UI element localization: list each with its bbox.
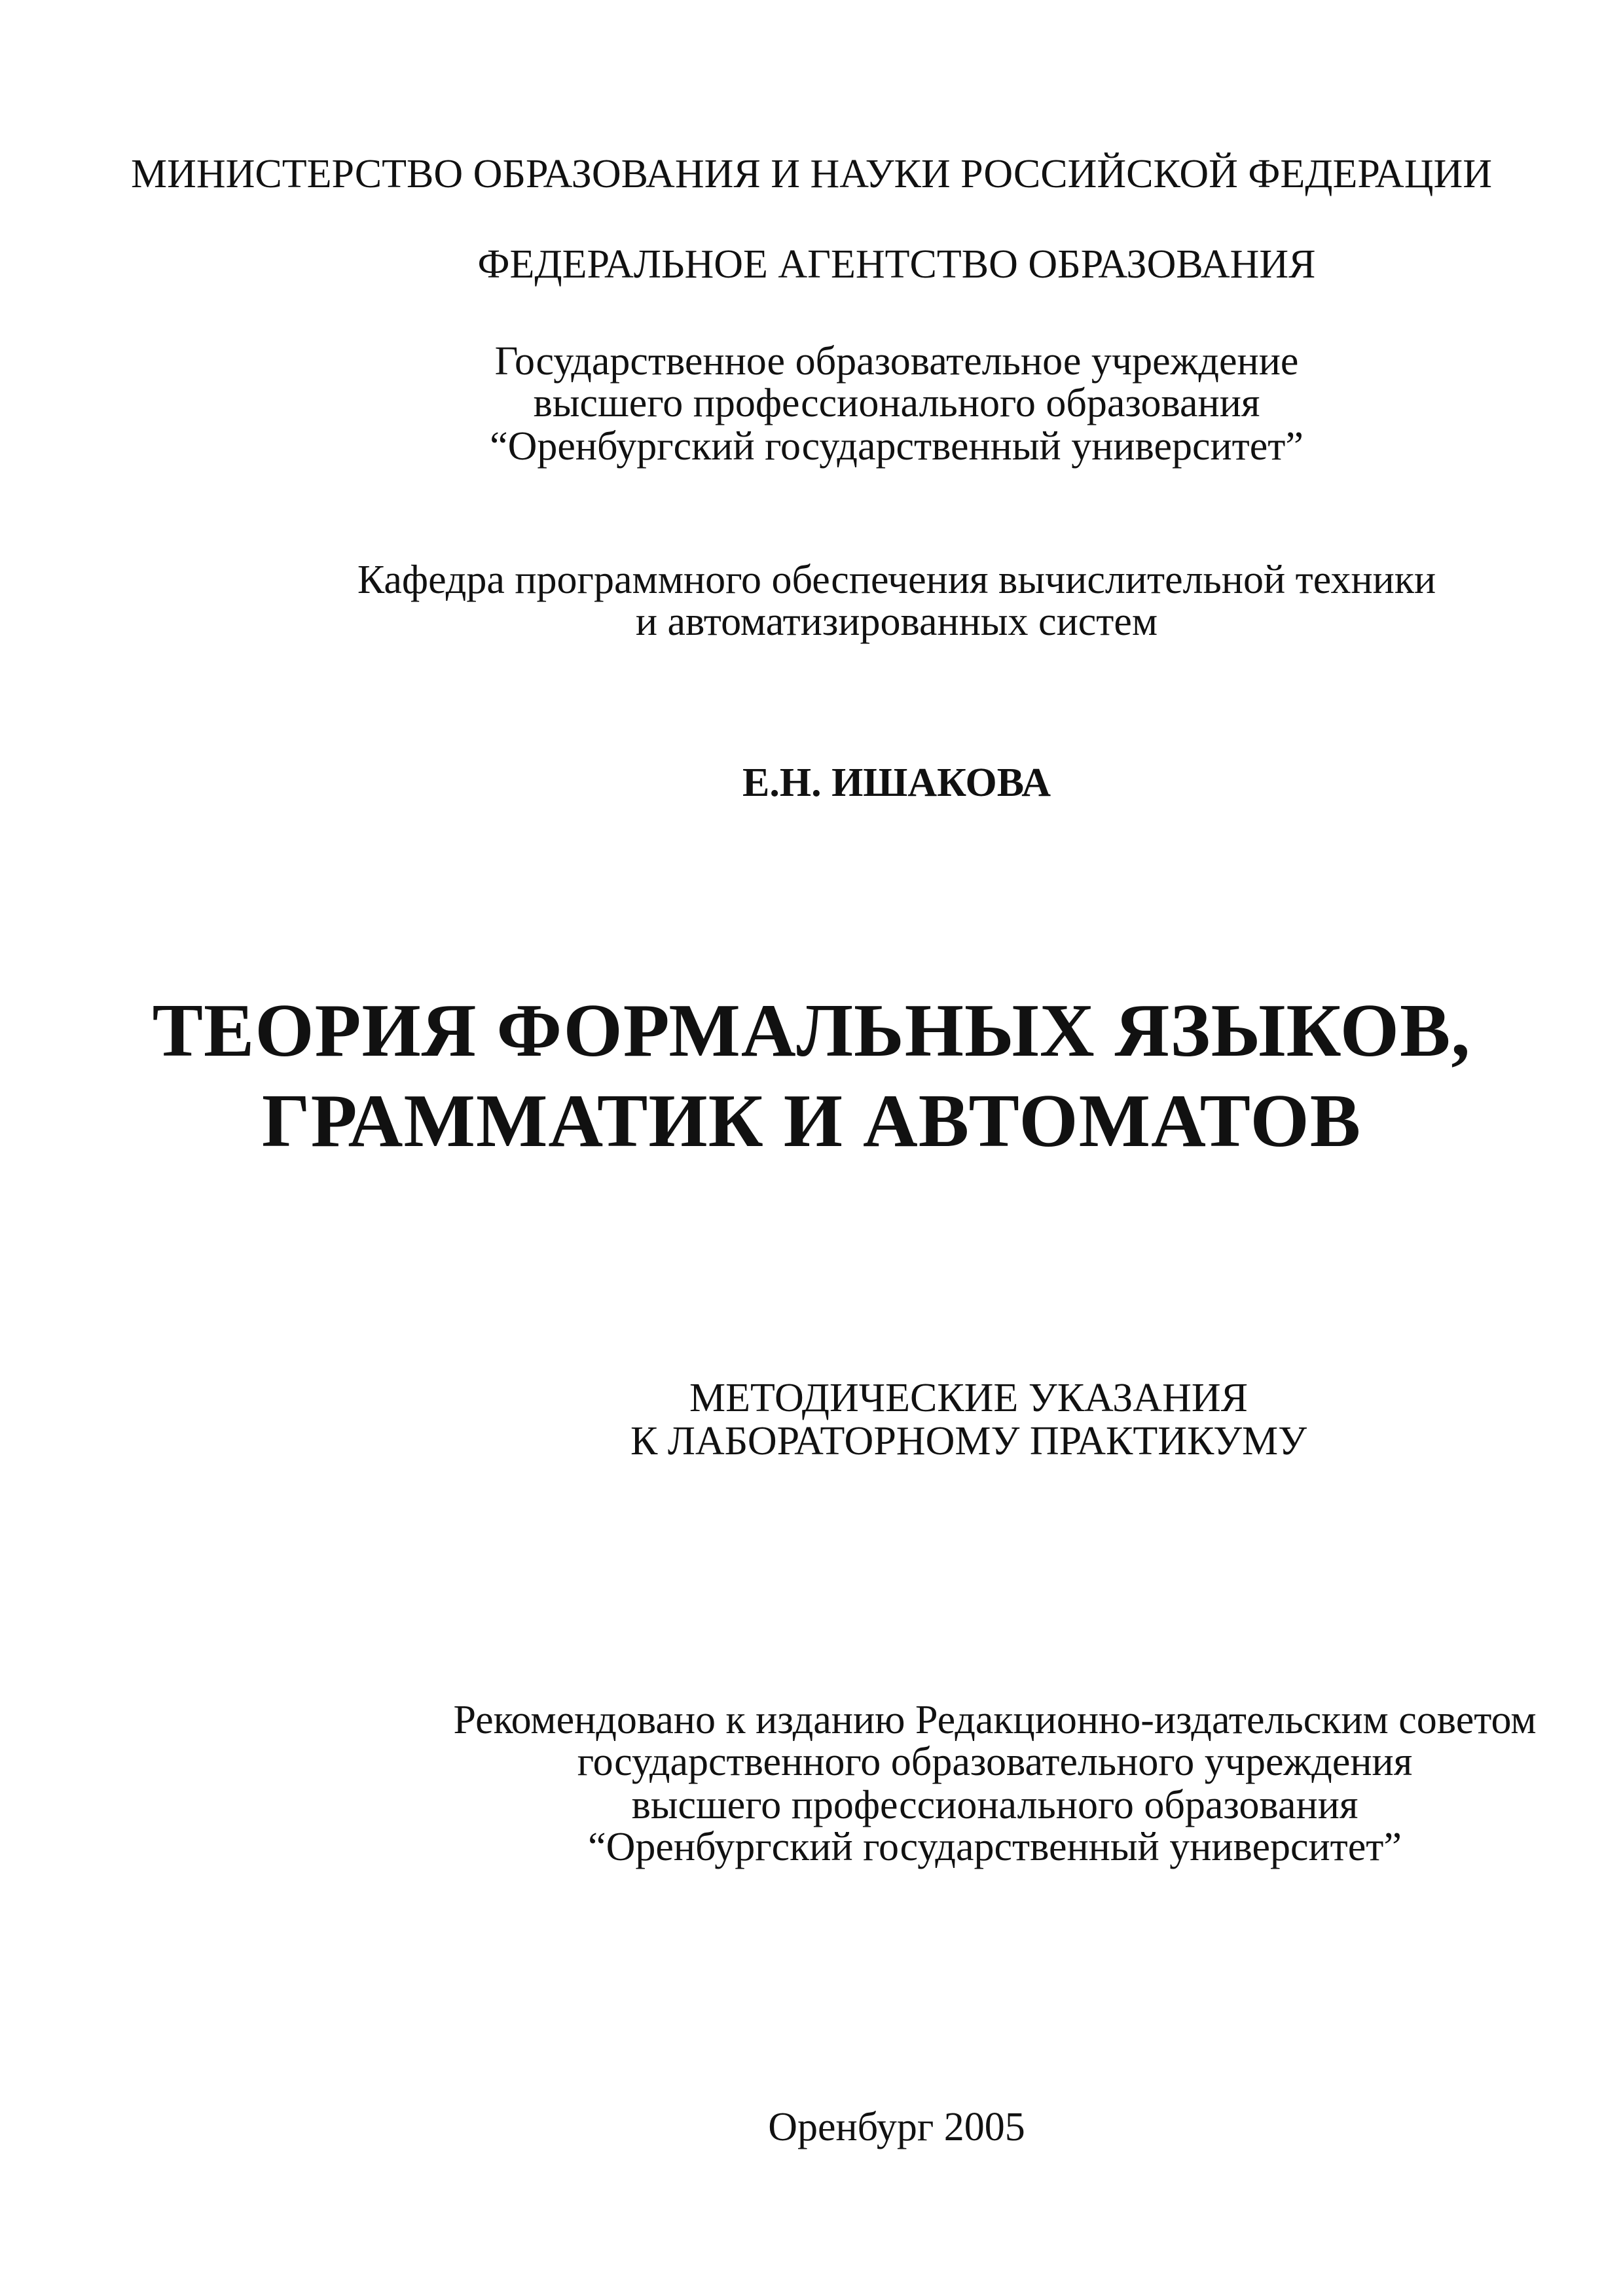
recommendation-line-1: Рекомендовано к изданию Редакционно-издательским советом (453, 1698, 1537, 1742)
subtitle-line-2: К ЛАБОРАТОРНОМУ ПРАКТИКУМУ (630, 1419, 1307, 1463)
author-name: Е.Н. ИШАКОВА (742, 761, 1051, 805)
subtitle-line-1: МЕТОДИЧЕСКИЕ УКАЗАНИЯ (689, 1376, 1249, 1420)
institution-line-1: Государственное образовательное учреждение (494, 339, 1299, 384)
recommendation-line-4: “Оренбургский государственный университет” (588, 1825, 1402, 1869)
city-year: Оренбург 2005 (768, 2105, 1025, 2149)
title-line-1: ТЕОРИЯ ФОРМАЛЬНЫХ ЯЗЫКОВ, (152, 989, 1471, 1073)
title-line-2: ГРАММАТИК И АВТОМАТОВ (261, 1079, 1362, 1163)
agency-line: ФЕДЕРАЛЬНОЕ АГЕНТСТВО ОБРАЗОВАНИЯ (477, 242, 1316, 287)
institution-line-2: высшего профессионального образования (533, 381, 1260, 425)
department-line-2: и автоматизированных систем (635, 600, 1158, 644)
institution-line-3: “Оренбургский государственный университет” (490, 424, 1304, 469)
department-line-1: Кафедра программного обеспечения вычислительной техники (357, 558, 1436, 602)
recommendation-line-2: государственного образовательного учреждения (577, 1740, 1413, 1784)
recommendation-line-3: высшего профессионального образования (631, 1783, 1359, 1827)
ministry-line: МИНИСТЕРСТВО ОБРАЗОВАНИЯ И НАУКИ РОССИЙСКОЙ ФЕДЕРАЦИИ (130, 152, 1493, 196)
